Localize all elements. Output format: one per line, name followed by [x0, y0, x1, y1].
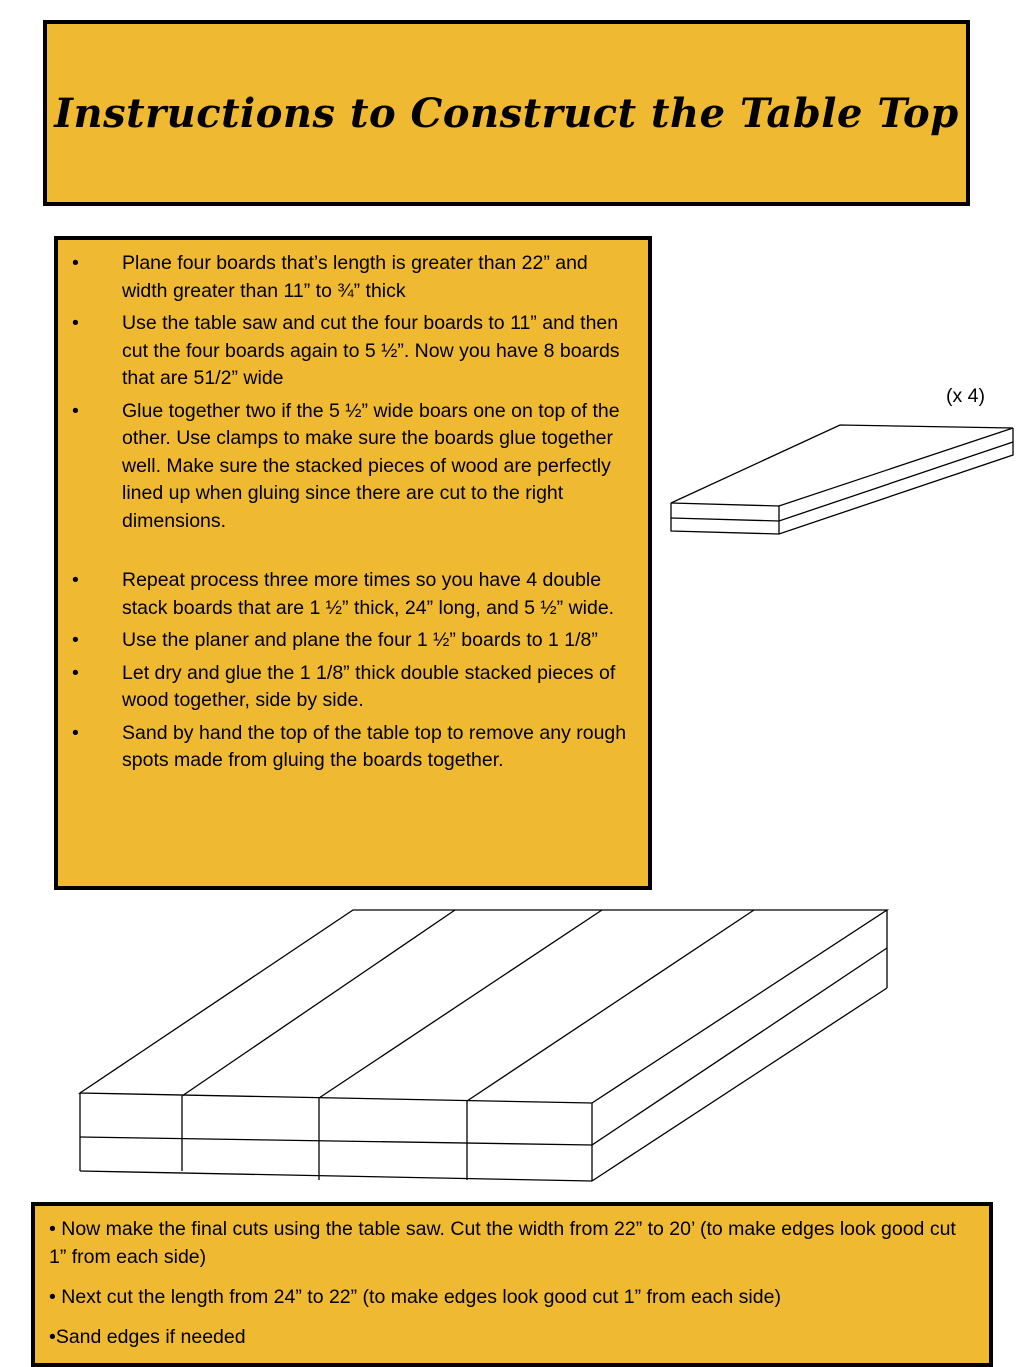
board-top-face: [671, 425, 1013, 506]
board-glue-line: [671, 442, 1013, 521]
final-step-text: • Now make the final cuts using the table saw. Cut the width from 22” to 20’ (to make edges look good cut 1” from each side): [49, 1218, 956, 1268]
seam-top-3: [467, 910, 754, 1101]
final-step-text: •Sand edges if needed: [49, 1326, 246, 1348]
instruction-text: Sand by hand the top of the table top to remove any rough spots made from gluing the boards together.: [122, 721, 627, 771]
instruction-text: Let dry and glue the 1 1/8” thick double stacked pieces of wood together, side by side.: [122, 661, 616, 711]
page-title: Instructions to Construct the Table Top: [54, 90, 959, 137]
board-outline: [671, 428, 1013, 534]
bullet-icon: •: [72, 399, 79, 422]
instruction-text: Repeat process three more times so you have 4 double stack boards that are 1 ½” thick, 24” long, and 5 ½” wide.: [122, 569, 615, 619]
table-top-figure: [80, 910, 887, 1181]
bullet-icon: •: [72, 629, 79, 651]
table-top-face: [80, 910, 887, 1103]
bullet-icon: •: [72, 569, 79, 591]
bullet-icon: •: [72, 661, 79, 684]
stacked-board-figure: [671, 425, 1013, 534]
final-step-text: • Next cut the length from 24” to 22” (to make edges look good cut 1” from each side): [49, 1286, 781, 1308]
table-bottom-side: [592, 988, 887, 1181]
instruction-text: Glue together two if the 5 ½” wide boars one on top of the other. Use clamps to make sure the boards glue together well. Make sure the stacked pieces of wood are perfectly lined up when gluing since there are cut to the right dimensions.: [122, 399, 620, 532]
final-steps-panel: [31, 1202, 993, 1367]
table-bottom-front: [80, 1171, 592, 1181]
instruction-text: Use the table saw and cut the four boards to 11” and then cut the four boards again to 5 ½”. Now you have 8 boards that are 51/2” wide: [122, 312, 620, 389]
bullet-icon: •: [72, 721, 79, 744]
bullet-icon: •: [72, 252, 79, 274]
instruction-text: Plane four boards that’s length is greater than 22” and width greater than 11” to ¾” thick: [122, 252, 588, 302]
seam-top-1: [182, 910, 455, 1096]
bullet-icon: •: [72, 312, 79, 334]
seam-top-2: [319, 910, 602, 1098]
board-count-label: (x 4): [946, 385, 985, 407]
instruction-text: Use the planer and plane the four 1 ½” boards to 1 1/8”: [122, 629, 598, 651]
table-glue-line: [80, 948, 887, 1145]
